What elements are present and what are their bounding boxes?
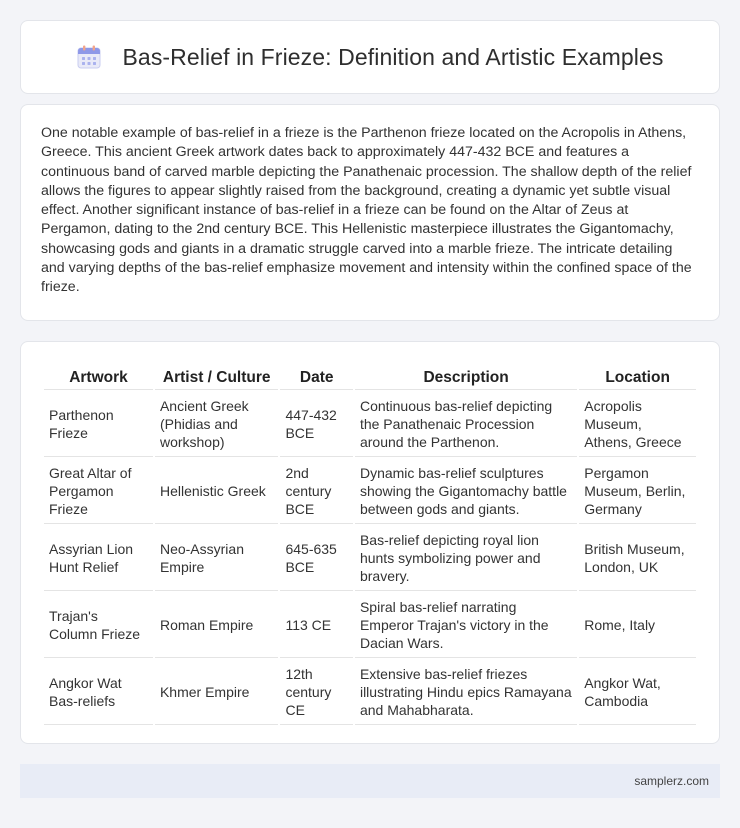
cell-location: Rome, Italy bbox=[579, 593, 696, 658]
intro-card bbox=[20, 104, 720, 321]
cell-location: British Museum, London, UK bbox=[579, 526, 696, 591]
cell-description: Extensive bas-relief friezes illustrating Hindu epics Ramayana and Mahabharata. bbox=[355, 660, 577, 725]
calendar-icon bbox=[76, 44, 102, 70]
cell-artist-culture: Neo-Assyrian Empire bbox=[155, 526, 279, 591]
cell-artwork: Parthenon Frieze bbox=[44, 392, 153, 457]
cell-artist-culture: Roman Empire bbox=[155, 593, 279, 658]
examples-table bbox=[42, 360, 698, 727]
cell-description: Bas-relief depicting royal lion hunts symbolizing power and bravery. bbox=[355, 526, 577, 591]
table-row bbox=[44, 660, 696, 725]
cell-description: Continuous bas-relief depicting the Panathenaic Procession around the Parthenon. bbox=[355, 392, 577, 457]
table-card bbox=[20, 341, 720, 744]
table-row bbox=[44, 593, 696, 658]
cell-description: Spiral bas-relief narrating Emperor Trajan's victory in the Dacian Wars. bbox=[355, 593, 577, 658]
cell-artwork: Great Altar of Pergamon Frieze bbox=[44, 459, 153, 524]
cell-location: Pergamon Museum, Berlin, Germany bbox=[579, 459, 696, 524]
table-row bbox=[44, 459, 696, 524]
cell-artwork: Assyrian Lion Hunt Relief bbox=[44, 526, 153, 591]
footer-bar bbox=[20, 764, 720, 798]
header-date: Date bbox=[280, 362, 352, 390]
header-description: Description bbox=[355, 362, 577, 390]
cell-artist-culture: Hellenistic Greek bbox=[155, 459, 279, 524]
cell-location: Angkor Wat, Cambodia bbox=[579, 660, 696, 725]
cell-date: 447-432 BCE bbox=[280, 392, 352, 457]
table-row bbox=[44, 392, 696, 457]
header-artist-culture: Artist / Culture bbox=[155, 362, 279, 390]
footer-site-link[interactable]: samplerz.com bbox=[634, 774, 709, 788]
page-title: Bas-Relief in Frieze: Definition and Artistic Examples bbox=[122, 43, 664, 70]
cell-date: 645-635 BCE bbox=[280, 526, 352, 591]
title-card bbox=[20, 20, 720, 94]
cell-date: 113 CE bbox=[280, 593, 352, 658]
cell-date: 2nd century BCE bbox=[280, 459, 352, 524]
table-row bbox=[44, 526, 696, 591]
table-header-row bbox=[44, 362, 696, 390]
cell-artwork: Trajan's Column Frieze bbox=[44, 593, 153, 658]
cell-location: Acropolis Museum, Athens, Greece bbox=[579, 392, 696, 457]
header-location: Location bbox=[579, 362, 696, 390]
cell-description: Dynamic bas-relief sculptures showing the Gigantomachy battle between gods and giants. bbox=[355, 459, 577, 524]
intro-paragraph: One notable example of bas-relief in a frieze is the Parthenon frieze located on the Acropolis in Athens, Greece. This ancient Greek artwork dates back to approximately 447-432 BCE and features a continuous band of carved marble depicting the Panathenaic procession. The shallow depth of the relief allows the figures to appear slightly raised from the background, creating a dynamic yet subtle visual effect. Another significant instance of bas-relief in a frieze can be found on the Altar of Zeus at Pergamon, dating to the 2nd century BCE. This Hellenistic masterpiece illustrates the Gigantomachy, showcasing gods and giants in a dramatic struggle carved into a marble frieze. The intricate detailing and varying depths of the bas-relief emphasize movement and intensity within the confined space of the frieze. bbox=[41, 125, 692, 296]
cell-artwork: Angkor Wat Bas-reliefs bbox=[44, 660, 153, 725]
cell-artist-culture: Ancient Greek (Phidias and workshop) bbox=[155, 392, 279, 457]
cell-date: 12th century CE bbox=[280, 660, 352, 725]
cell-artist-culture: Khmer Empire bbox=[155, 660, 279, 725]
header-artwork: Artwork bbox=[44, 362, 153, 390]
